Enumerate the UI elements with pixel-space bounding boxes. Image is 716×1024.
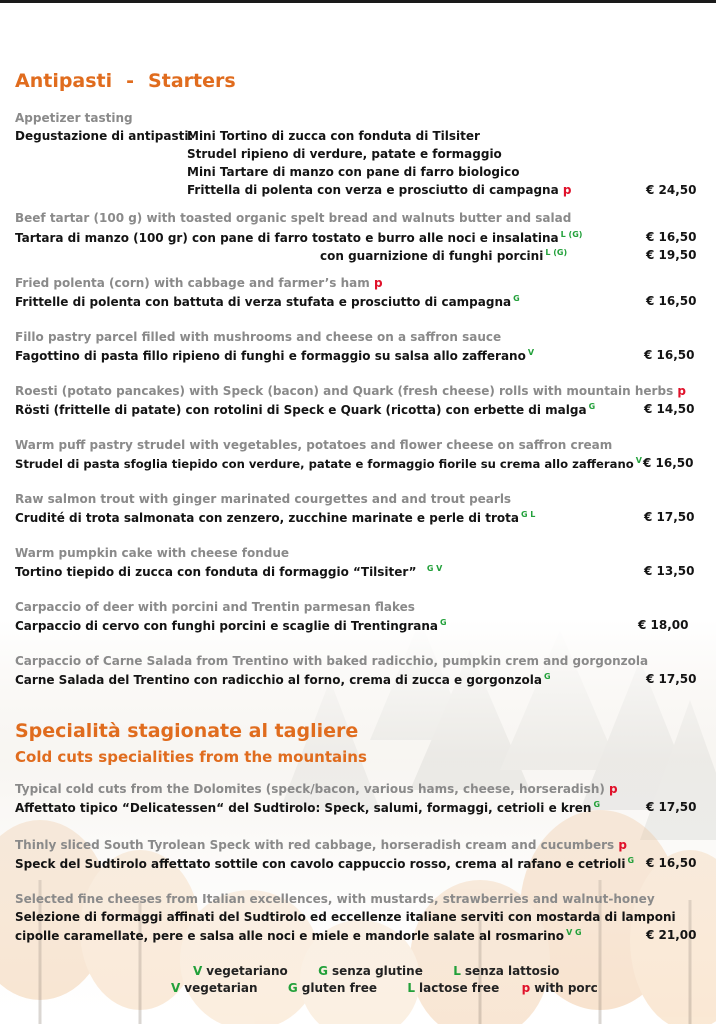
legend-key: p <box>521 981 531 995</box>
legend-key: L <box>407 981 416 995</box>
title-separator: - <box>126 70 135 92</box>
dish-en: Thinly sliced South Tyrolean Speck with red cabbage, horseradish cream and cucumbers p <box>15 838 627 852</box>
antipasti-heading <box>15 70 236 92</box>
dish-en: Selected fine cheeses from Italian excellences, with mustards, strawberries and walnut-honey <box>15 892 655 906</box>
dish-it: Crudité di trota salmonata con zenzero, zucchine marinate e perle di trota $^{G L}$ <box>15 510 536 525</box>
price: € 16,50 <box>646 856 697 870</box>
allergen-marker: L (G) <box>545 248 568 257</box>
legend-english <box>171 981 598 995</box>
pork-marker: p <box>677 384 686 398</box>
price: € 17,50 <box>646 800 697 814</box>
allergen-marker: G <box>439 618 447 627</box>
allergen-marker: V G <box>566 928 582 937</box>
dish-it: Selezione di formaggi affinati del Sudtirolo ed eccellenze italiane serviti con mostarda di lamponi <box>15 910 676 924</box>
dish-en: Carpaccio of deer with porcini and Trentin parmesan flakes <box>15 600 415 614</box>
allergen-marker: G <box>513 294 520 303</box>
dish-it: Strudel di pasta sfoglia tiepido con verdure, patate e formaggio fiorile su crema allo zafferano $^V$ <box>15 456 642 471</box>
price: € 18,00 <box>638 618 689 632</box>
tasting-item: Mini Tartare di manzo con pane di farro biologico <box>187 165 520 179</box>
dish-it: Carpaccio di cervo con funghi porcini e scaglie di Trentingrana $^G$ <box>15 618 447 633</box>
dish-it: Affettato tipico “Delicatessen“ del Sudtirolo: Speck, salumi, formaggi, cetrioli e kren $^G$ <box>15 800 601 815</box>
tasting-en: Appetizer tasting <box>15 111 133 125</box>
dish-it: cipolle caramellate, pere e salsa alle noci e miele e mandorle salate al rosmarino $^{V G}$ <box>15 928 582 943</box>
legend-text: with porc <box>534 981 598 995</box>
dish-it: Rösti (frittelle di patate) con rotolini di Speck e Quark (ricotta) con erbette di malga $^G$ <box>15 402 596 417</box>
antipasti-title-it: Antipasti <box>15 70 113 92</box>
price: € 13,50 <box>644 564 695 578</box>
allergen-marker: G <box>627 856 635 865</box>
price: € 17,50 <box>646 672 697 686</box>
legend-key: G <box>287 981 298 995</box>
price: € 24,50 <box>646 183 697 197</box>
price: € 21,00 <box>646 928 697 942</box>
dish-en: Beef tartar (100 g) with toasted organic spelt bread and walnuts butter and salad <box>15 211 572 225</box>
dish-en: Warm pumpkin cake with cheese fondue <box>15 546 290 560</box>
legend-key: V <box>171 981 181 995</box>
dish-it: Tartara di manzo (100 gr) con pane di farro tostato e burro alle noci e insalatina $^{L (G)}$ <box>15 230 583 245</box>
pork-marker: p <box>373 276 383 290</box>
antipasti-title-en: Starters <box>148 70 236 92</box>
legend-key: L <box>453 964 461 978</box>
price: € 19,50 <box>646 248 697 262</box>
dish-en: Fillo pastry parcel filled with mushrooms and cheese on a saffron sauce <box>15 330 502 344</box>
dish-en: Fried polenta (corn) with cabbage and farmer’s ham p <box>15 276 383 290</box>
legend-key: V <box>193 964 203 978</box>
tasting-label: Degustazione di antipasti: <box>15 129 194 143</box>
legend-italian <box>193 964 559 978</box>
legend-text: senza glutine <box>331 964 423 978</box>
tasting-item: Frittella di polenta con verza e prosciutto di campagna p <box>187 183 572 197</box>
allergen-marker: G <box>543 672 551 681</box>
dish-en: Typical cold cuts from the Dolomites (speck/bacon, various hams, cheese, horseradish) p <box>15 782 618 796</box>
legend-text: vegetarian <box>184 981 258 995</box>
top-border <box>0 0 716 3</box>
price: € 14,50 <box>644 402 695 416</box>
dish-it: Speck del Sudtirolo affettato sottile con cavolo cappuccio rosso, crema al rafano e cetrioli $^G$ <box>15 856 635 871</box>
dish-it: Fagottino di pasta fillo ripieno di funghi e formaggio su salsa allo zafferano $^V$ <box>15 348 535 363</box>
pork-marker: p <box>562 183 572 197</box>
allergen-marker: G <box>593 800 601 809</box>
price: € 16,50 <box>644 348 695 362</box>
price: € 17,50 <box>644 510 695 524</box>
specialita-title-en: Cold cuts specialities from the mountains <box>15 748 367 766</box>
dish-it: Carne Salada del Trentino con radicchio al forno, crema di zucca e gorgonzola $^G$ <box>15 672 551 687</box>
pork-marker: p <box>609 782 618 796</box>
legend-text: vegetariano <box>206 964 288 978</box>
allergen-marker: G V <box>426 564 443 573</box>
tasting-item: Strudel ripieno di verdure, patate e formaggio <box>187 147 502 161</box>
price: € 16,50 <box>646 230 697 244</box>
allergen-marker: V <box>527 348 535 357</box>
dish-en: Raw salmon trout with ginger marinated courgettes and and trout pearls <box>15 492 512 506</box>
allergen-marker: L (G) <box>560 230 583 239</box>
dish-extra: con guarnizione di funghi porcini $^{L (G)}$ <box>320 248 568 263</box>
legend-key: G <box>318 964 328 978</box>
allergen-marker: V <box>635 456 642 465</box>
price: € 16,50 <box>646 294 697 308</box>
pork-marker: p <box>618 838 627 852</box>
dish-it: Tortino tiepido di zucca con fonduta di formaggio “Tilsiter” $^{G V}$ <box>15 564 443 579</box>
tasting-item: Mini Tortino di zucca con fonduta di Tilsiter <box>187 129 480 143</box>
dish-it: Frittelle di polenta con battuta di verza stufata e prosciutto di campagna $^G$ <box>15 294 520 309</box>
dish-en: Carpaccio of Carne Salada from Trentino with baked radicchio, pumpkin crem and gorgonzola <box>15 654 649 668</box>
legend-text: lactose free <box>419 981 500 995</box>
legend-text: gluten free <box>301 981 377 995</box>
dish-en: Warm puff pastry strudel with vegetables, potatoes and flower cheese on saffron cream <box>15 438 613 452</box>
dish-en: Roesti (potato pancakes) with Speck (bacon) and Quark (fresh cheese) rolls with mountain herbs p <box>15 384 686 398</box>
allergen-marker: G <box>588 402 596 411</box>
legend-text: senza lattosio <box>464 964 560 978</box>
price: € 16,50 <box>643 456 694 470</box>
specialita-title-it: Specialità stagionate al tagliere <box>15 720 359 742</box>
allergen-marker: G L <box>520 510 536 519</box>
